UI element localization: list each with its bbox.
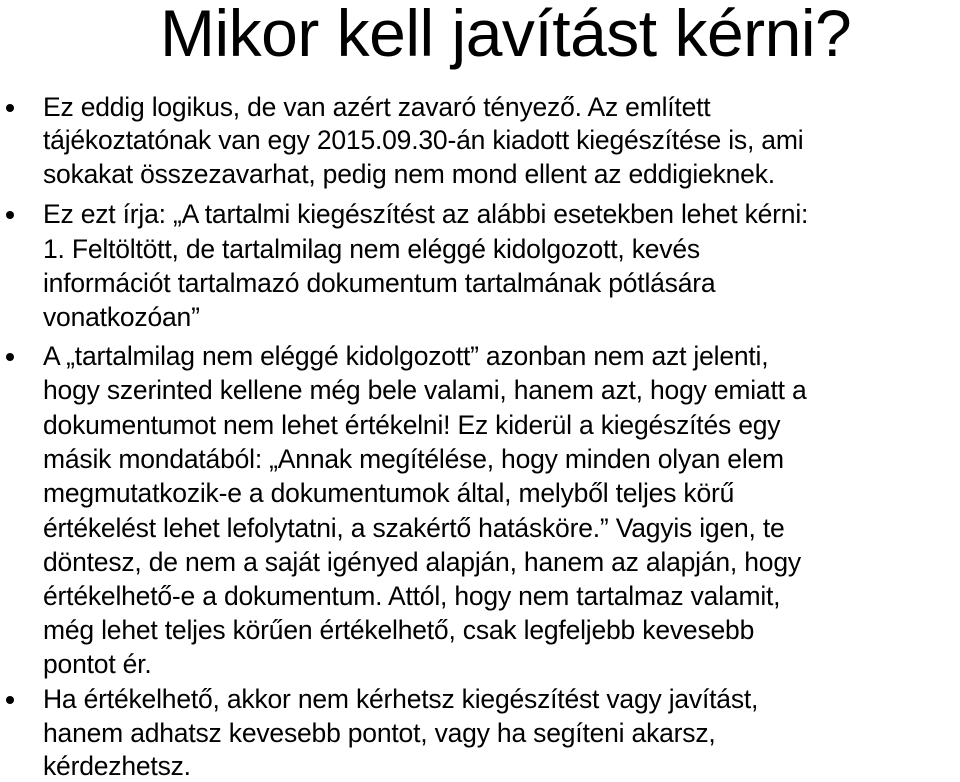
bullet-dot-icon [6,353,14,361]
bullet-dot-icon [6,104,14,112]
bullet-line: tájékoztatónak van egy 2015.09.30-án kiadott kiegészítése is, ami [43,125,804,155]
bullet-line: információt tartalmazó dokumentum tartalmának pótlására [43,268,716,298]
bullet-line: hogy szerinted kellene még bele valami, hanem azt, hogy emiatt a [43,375,807,405]
bullet-line: hanem adhatsz kevesebb pontot, vagy ha segíteni akarsz, [43,718,716,748]
bullet-dot-icon [6,696,14,704]
bullet-line: dokumentumot nem lehet értékelni! Ez kiderül a kiegészítés egy [43,410,781,440]
bullet-line: Ez eddig logikus, de van azért zavaró tényező. Az említett [43,92,711,122]
bullet-line: vonatkozóan” [43,302,200,332]
bullet-line: kérdezhetsz. [43,751,191,781]
bullet-dot-icon [6,211,14,219]
bullet-line: A „tartalmilag nem eléggé kidolgozott” azonban nem azt jelenti, [43,341,769,371]
bullet-line: értékelést lehet lefolytatni, a szakértő hatásköre.” Vagyis igen, te [43,513,785,543]
bullet-line: 1. Feltöltött, de tartalmilag nem eléggé kidolgozott, kevés [43,234,700,264]
bullet-line: megmutatkozik-e a dokumentumok által, melyből teljes körű [43,478,735,508]
bullet-line: másik mondatából: „Annak megítélése, hogy minden olyan elem [43,444,784,474]
bullet-line: Ha értékelhető, akkor nem kérhetsz kiegészítést vagy javítást, [43,684,759,714]
bullet-line: sokakat összezavarhat, pedig nem mond ellent az eddigieknek. [43,159,775,189]
bullet-line: értékelhető-e a dokumentum. Attól, hogy nem tartalmaz valamit, [43,581,781,611]
bullet-line: Ez ezt írja: „A tartalmi kiegészítést az alábbi esetekben lehet kérni: [43,199,809,229]
bullet-line: döntesz, de nem a saját igényed alapján, hanem az alapján, hogy [43,547,801,577]
slide-title: Mikor kell javítást kérni? [160,0,852,70]
bullet-line: pontot ér. [43,649,152,679]
bullet-line: még lehet teljes körűen értékelhető, csak legfeljebb kevesebb [43,615,755,645]
